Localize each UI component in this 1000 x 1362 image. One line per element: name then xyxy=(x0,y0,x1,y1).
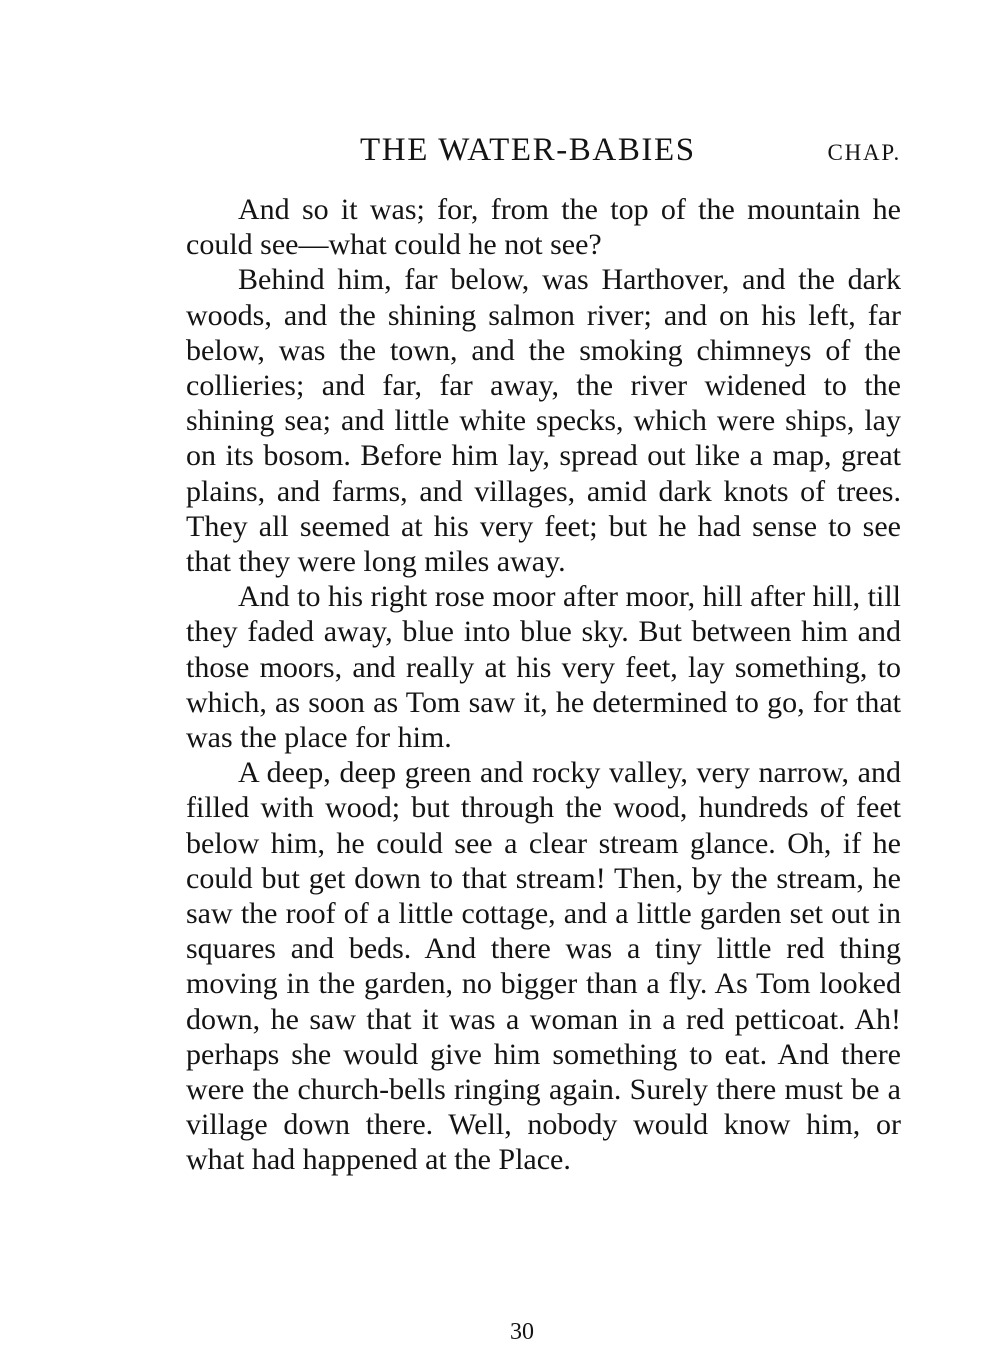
body-text xyxy=(186,192,901,1178)
paragraph-3: And to his right rose moor after moor, hill after hill, till they faded away, blue into blue sky. But between him and those moors, and really at his very feet, lay something, to which, as soon as Tom saw it, he determined to go, for that was the place for him. xyxy=(186,580,901,755)
paragraph-1: And so it was; for, from the top of the mountain he could see—what could he not see? xyxy=(186,193,901,262)
paragraph-2: Behind him, far below, was Harthover, and the dark woods, and the shining salmon river; and on his left, far below, was the town, and the smoking chimneys of the collieries; and far, far away, the river widened to the shining sea; and little white specks, which were ships, lay on its bosom. Before him lay, spread out like a map, great plains, and farms, and villages, amid dark knots of trees. They all seemed at his very feet; but he had sense to see that they were long miles away. xyxy=(186,263,901,579)
page-number: 30 xyxy=(510,1319,534,1345)
chapter-label: CHAP. xyxy=(827,140,901,165)
running-head xyxy=(186,128,901,172)
paragraph-4: A deep, deep green and rocky valley, very narrow, and filled with wood; but through the wood, hundreds of feet below him, he could see a clear stream glance. Oh, if he could but get down to that stream! Then, by the stream, he saw the roof of a little cottage, and a little garden set out in squares and beds. And there was a tiny little red thing moving in the garden, no bigger than a fly. As Tom looked down, he saw that it was a woman in a red petticoat. Ah! perhaps she would give him something to eat. And there were the church-bells ringing again. Surely there must be a village down there. Well, nobody would know him, or what had happened at the Place. xyxy=(186,756,901,1177)
running-title: THE WATER-BABIES xyxy=(360,132,696,168)
